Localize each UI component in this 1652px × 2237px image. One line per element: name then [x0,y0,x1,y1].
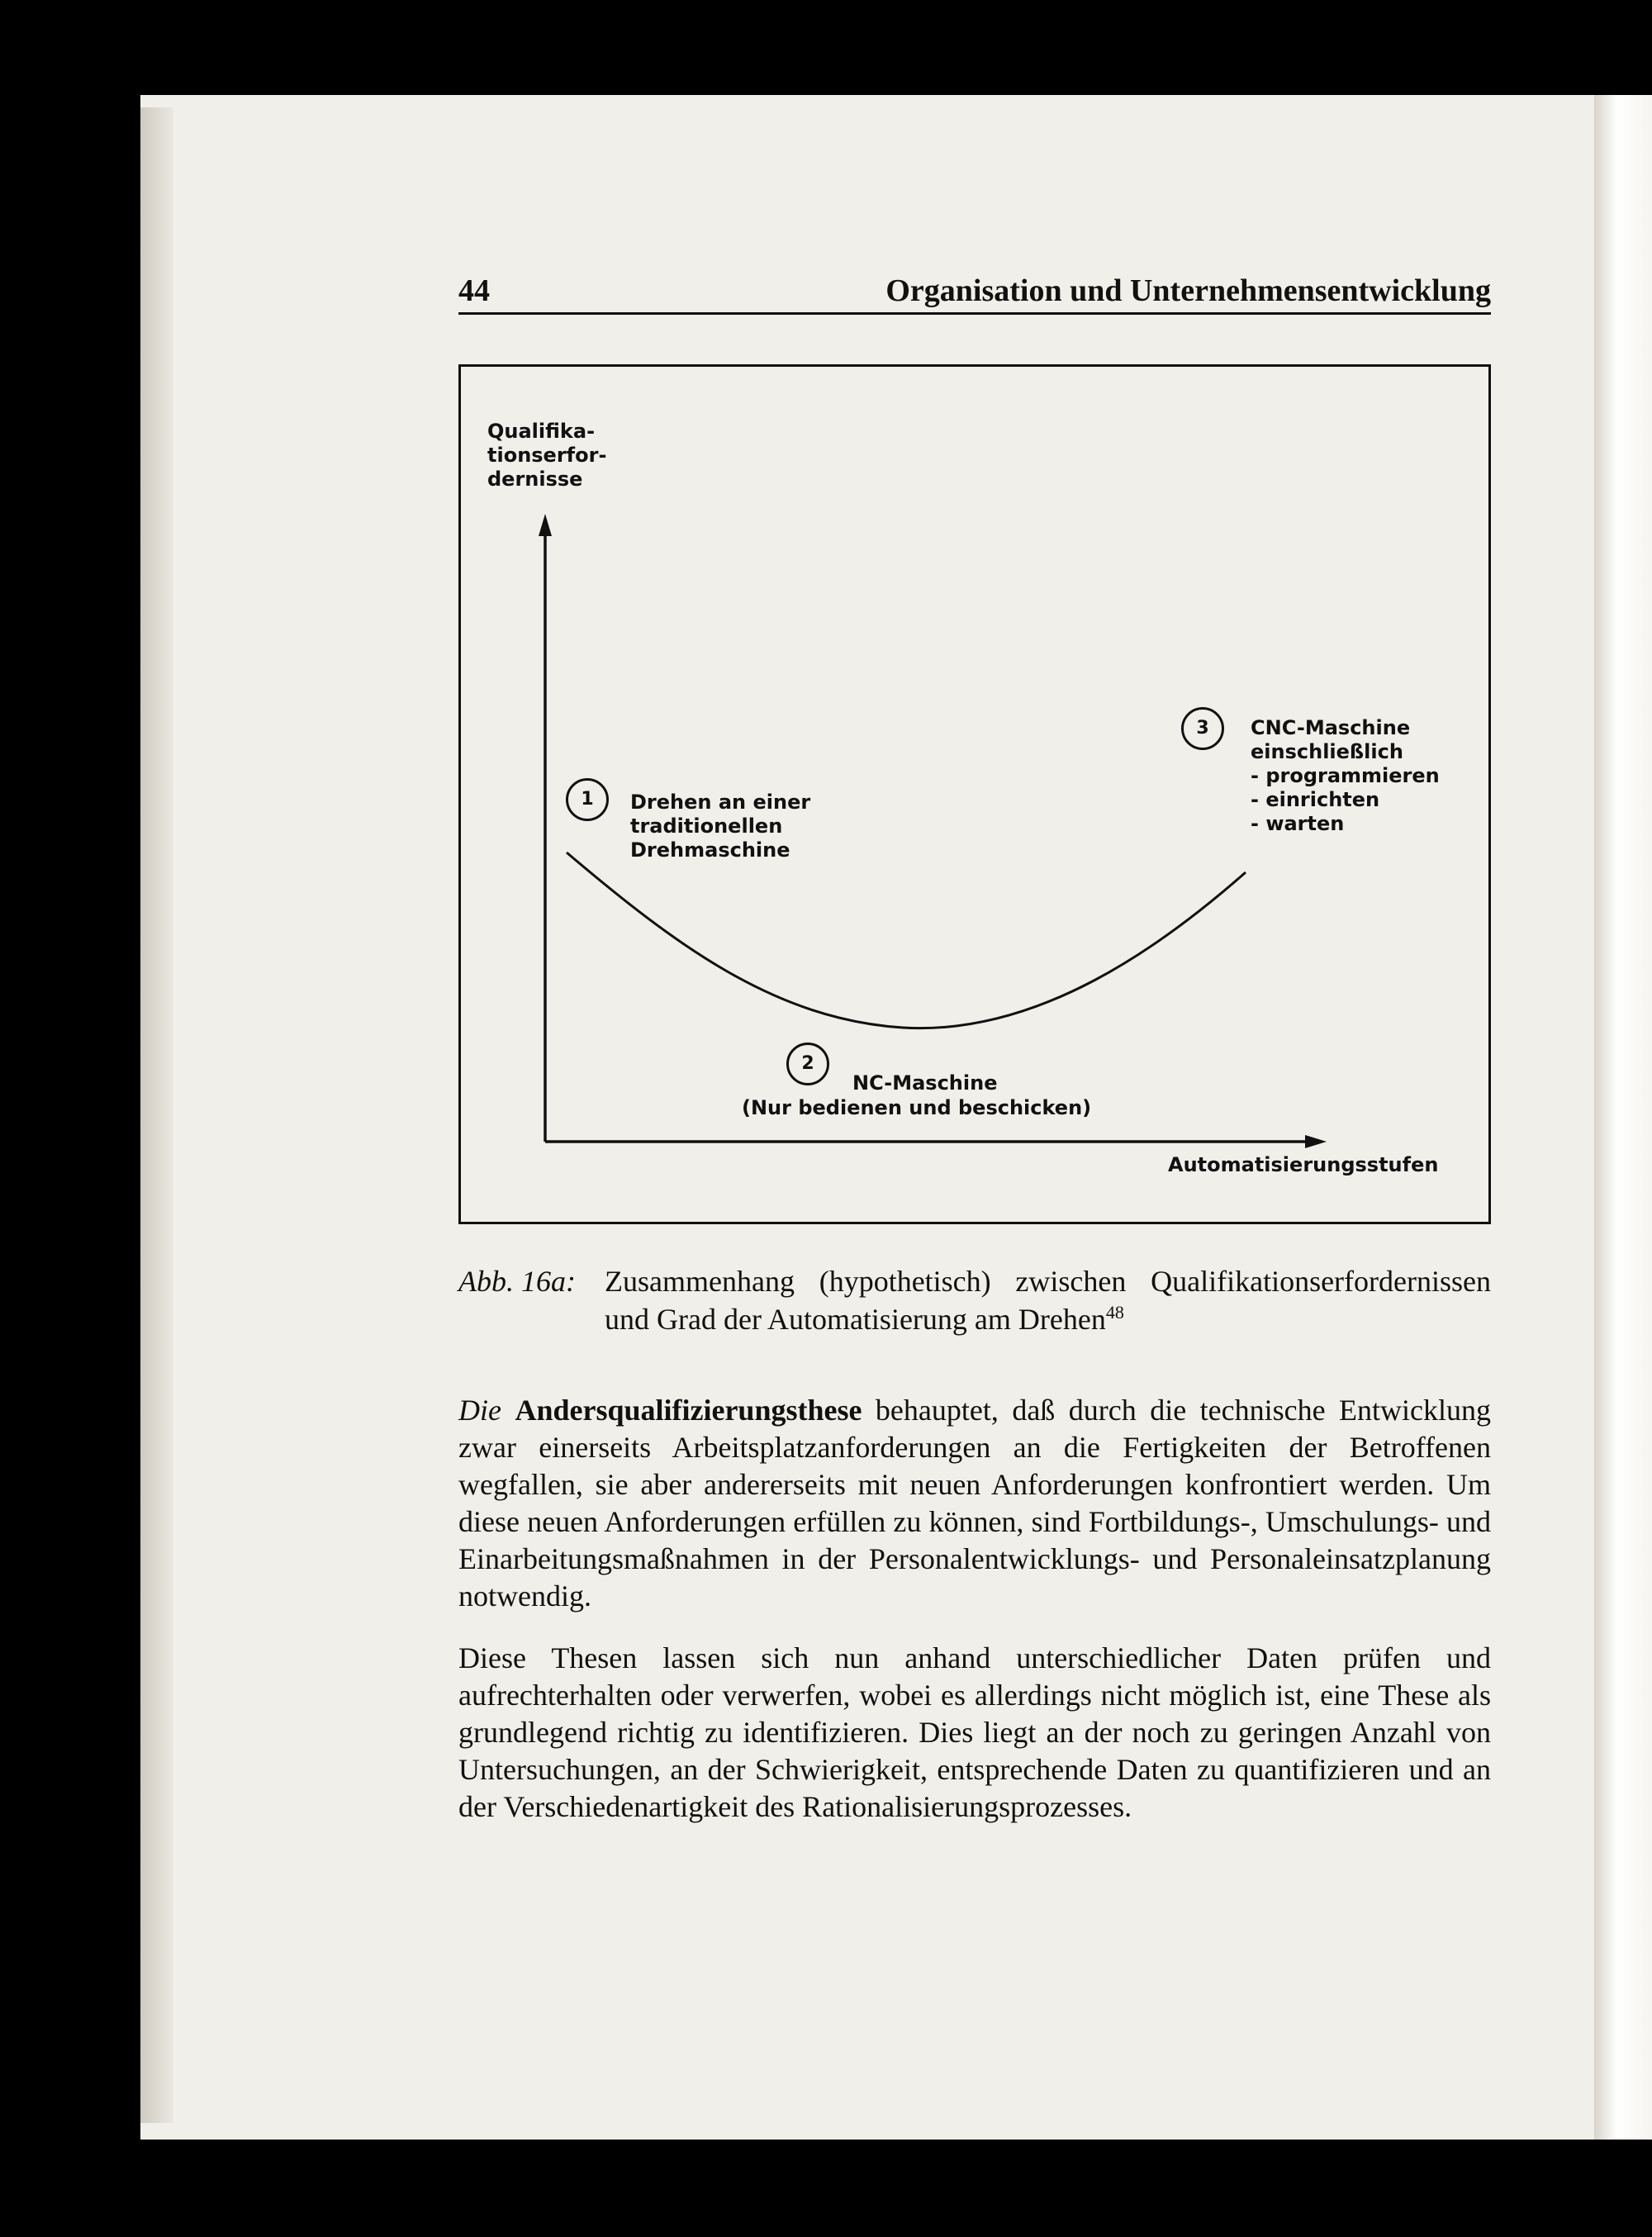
caption-text [605,1262,1491,1338]
marker-1: 1 [566,778,609,821]
para1-text: behauptet, daß durch die technische Entwicklung zwar einerseits Arbeitsplatzanforderungen an die Fertigkeiten der Betroffenen wegfallen, sie aber andererseits mit neuen Anforderungen konfrontiert werden. Um diese neuen Anforderungen erfüllen zu können, sind Fortbildungs-, Umschulungs- und Einarbeitungsmaßnahmen in der Personalentwicklungs- und Personaleinsatzplanung notwendig. [458,1394,1492,1612]
page-number: 44 [458,273,490,308]
y-axis-arrowhead [539,514,552,536]
label-nc-machine-title: NC-Maschine [852,1071,998,1095]
caption-body: Zusammenhang (hypothetisch) zwischen Qualifikationserfordernissen und Grad der Automatisierung am Drehen [605,1265,1491,1336]
marker-3: 3 [1181,707,1224,750]
y-axis-label: Qualifika- tionserfor- dernisse [487,420,607,491]
x-axis-label: Automatisierungsstufen [1168,1153,1439,1176]
caption-label: Abb. 16a: [458,1265,576,1298]
running-title: Organisation und Unternehmensentwicklung [885,273,1491,308]
paragraph-andersqualifizierung [458,1392,1491,1615]
label-nc-machine-sub: (Nur bedienen und beschicken) [742,1096,1092,1119]
marker-2: 2 [786,1043,829,1085]
page-edge-shadow [140,107,173,2123]
paragraph-thesen: Diese Thesen lassen sich nun anhand unterschiedlicher Daten prüfen und aufrechterhalten oder verwerfen, wobei es allerdings nicht möglich ist, eine These als grundlegend richtig zu identifizieren. Dies liegt an der noch zu geringen Anzahl von Untersuchungen, an der Schwierigkeit, entsprechende Daten zu quantifizieren und an der Verschiedenartigkeit des Rationalisierungsprozesses. [458,1641,1491,1823]
x-axis-arrowhead [1305,1135,1327,1148]
book-spine [1594,95,1652,2140]
label-cnc-machine: CNC-Maschine einschließlich - programmieren - einrichten - warten [1251,716,1440,835]
qualification-curve [567,853,1246,1028]
footnote-ref: 48 [1105,1302,1124,1323]
label-traditional-lathe: Drehen an einer traditionellen Drehmaschine [630,791,811,862]
para1-italic-lead: Die [458,1394,501,1427]
figure-16a [458,364,1491,1224]
term-andersqualifizierungsthese: Andersqualifizierungsthese [515,1394,862,1427]
running-header [458,273,1491,315]
